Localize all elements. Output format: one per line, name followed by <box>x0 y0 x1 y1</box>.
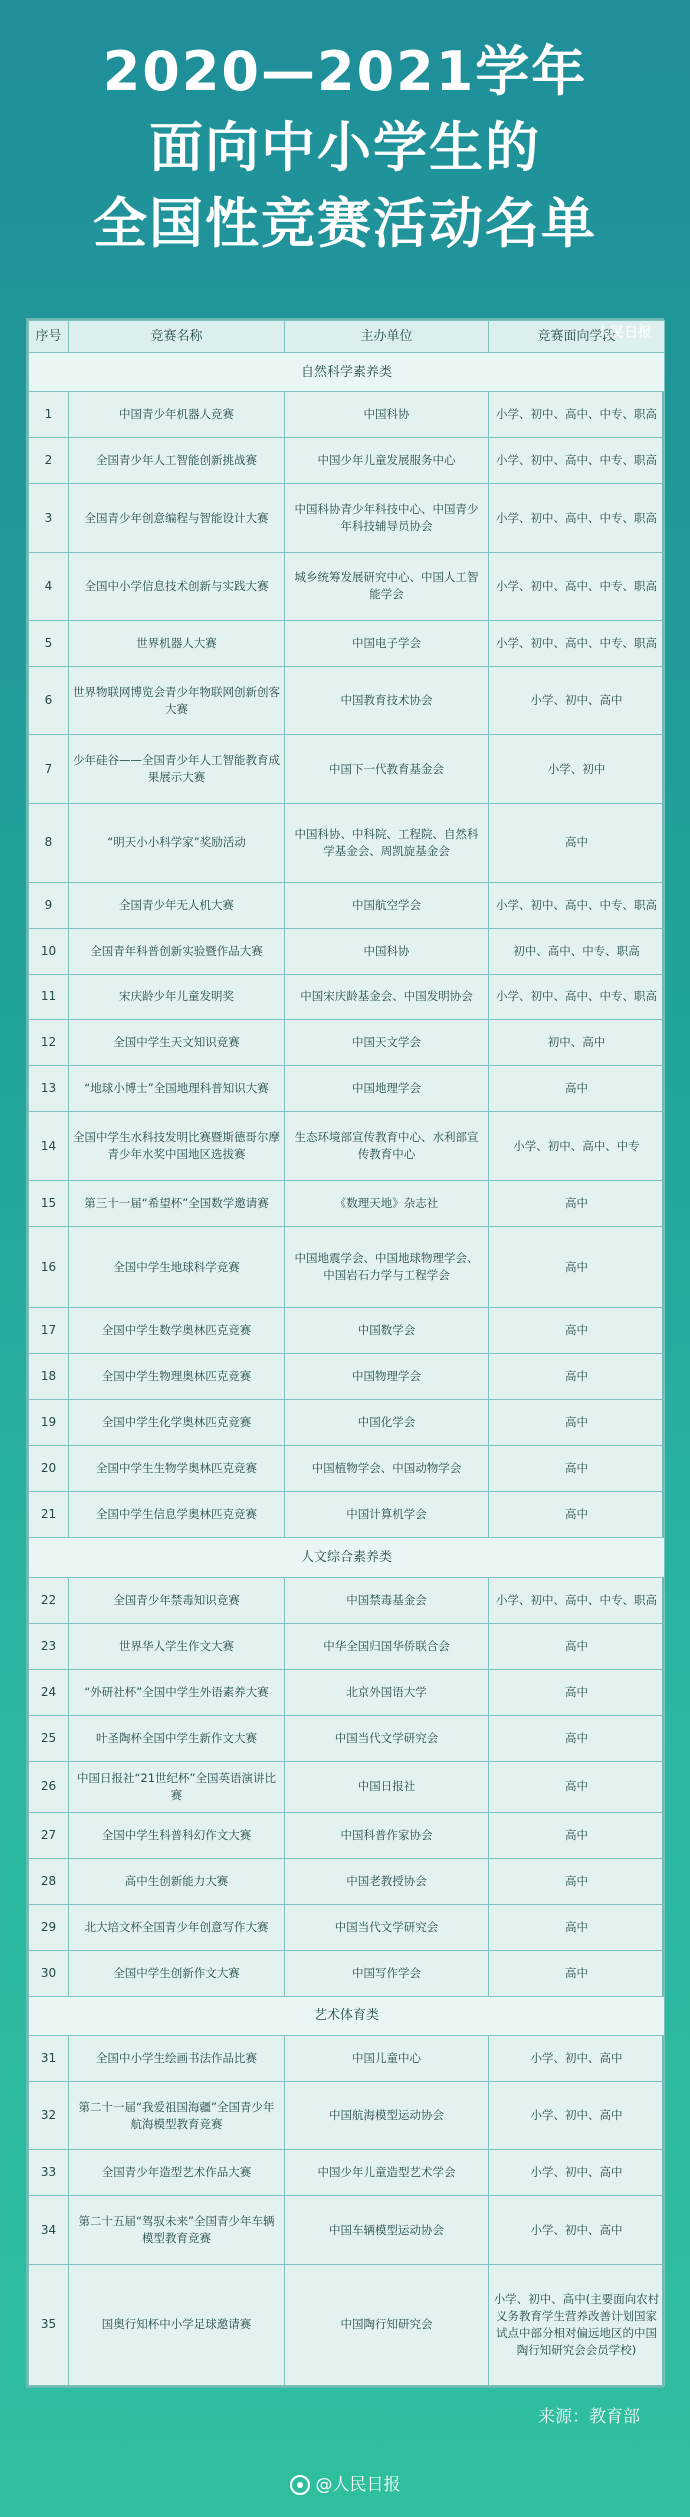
competition-name: 少年硅谷——全国青少年人工智能教育成果展示大赛 <box>69 735 285 803</box>
table-row <box>29 2082 665 2150</box>
row-number: 14 <box>29 1112 69 1180</box>
row-number: 17 <box>29 1308 69 1354</box>
target-level: 高中 <box>489 1669 665 1715</box>
competition-name: 全国中学生创新作文大赛 <box>69 1950 285 1996</box>
organizer: 中国科普作家协会 <box>285 1812 489 1858</box>
target-level: 小学、初中、高中、中专、职高 <box>489 974 665 1020</box>
table-row <box>29 2264 665 2385</box>
row-number: 33 <box>29 2150 69 2196</box>
competition-name: 全国中学生化学奥林匹克竞赛 <box>69 1400 285 1446</box>
row-number: 32 <box>29 2082 69 2150</box>
competition-name: 宋庆龄少年儿童发明奖 <box>69 974 285 1020</box>
row-number: 15 <box>29 1180 69 1226</box>
section-title: 自然科学素养类 <box>29 353 665 392</box>
section-title: 人文综合素养类 <box>29 1538 665 1577</box>
section-row <box>29 1538 665 1577</box>
organizer: 中国科协 <box>285 928 489 974</box>
organizer: 中国宋庆龄基金会、中国发明协会 <box>285 974 489 1020</box>
row-number: 29 <box>29 1904 69 1950</box>
table-row <box>29 974 665 1020</box>
title-block <box>0 0 690 262</box>
row-number: 3 <box>29 484 69 552</box>
page-title-line-1: 2020—2021学年 <box>102 40 588 103</box>
row-number: 24 <box>29 1669 69 1715</box>
table-row <box>29 392 665 438</box>
target-level: 小学、初中 <box>489 735 665 803</box>
table-header-row <box>29 321 665 353</box>
table-row <box>29 1669 665 1715</box>
target-level: 高中 <box>489 1623 665 1669</box>
organizer: 中国老教授协会 <box>285 1858 489 1904</box>
row-number: 23 <box>29 1623 69 1669</box>
header-no: 序号 <box>29 321 69 353</box>
table-row <box>29 1904 665 1950</box>
row-number: 5 <box>29 621 69 667</box>
row-number: 7 <box>29 735 69 803</box>
target-level: 高中 <box>489 1226 665 1307</box>
table-row <box>29 1354 665 1400</box>
row-number: 19 <box>29 1400 69 1446</box>
target-level: 高中 <box>489 1812 665 1858</box>
target-level: 高中 <box>489 1066 665 1112</box>
table-row <box>29 1308 665 1354</box>
row-number: 30 <box>29 1950 69 1996</box>
table-body <box>29 353 665 2386</box>
target-level: 小学、初中、高中、中专、职高 <box>489 552 665 620</box>
table-row <box>29 1446 665 1492</box>
target-level: 小学、初中、高中、中专、职高 <box>489 438 665 484</box>
table-row <box>29 1623 665 1669</box>
competition-table-sheet <box>26 318 664 2388</box>
target-level: 高中 <box>489 1492 665 1538</box>
competition-name: 全国中学生地球科学竞赛 <box>69 1226 285 1307</box>
organizer: 中国计算机学会 <box>285 1492 489 1538</box>
footer-brand-text: @人民日报 <box>315 2475 401 2495</box>
target-level: 高中 <box>489 1446 665 1492</box>
row-number: 18 <box>29 1354 69 1400</box>
table-row <box>29 928 665 974</box>
table-row <box>29 2036 665 2082</box>
target-level: 初中、高中、中专、职高 <box>489 928 665 974</box>
table-row <box>29 2196 665 2264</box>
weibo-logo-icon <box>290 2475 310 2495</box>
competition-name: 全国青少年无人机大赛 <box>69 882 285 928</box>
row-number: 22 <box>29 1577 69 1623</box>
organizer: 城乡统筹发展研究中心、中国人工智能学会 <box>285 552 489 620</box>
target-level: 小学、初中、高中、中专 <box>489 1112 665 1180</box>
row-number: 16 <box>29 1226 69 1307</box>
organizer: 中国下一代教育基金会 <box>285 735 489 803</box>
competition-name: 全国中学生天文知识竞赛 <box>69 1020 285 1066</box>
row-number: 28 <box>29 1858 69 1904</box>
target-level: 小学、初中、高中、中专、职高 <box>489 1577 665 1623</box>
page-title-line-2: 面向中小学生的 <box>149 116 541 179</box>
table-row <box>29 1492 665 1538</box>
row-number: 4 <box>29 552 69 620</box>
target-level: 小学、初中、高中 <box>489 2196 665 2264</box>
table-row <box>29 1020 665 1066</box>
row-number: 26 <box>29 1761 69 1812</box>
organizer: 中国科协青少年科技中心、中国青少年科技辅导员协会 <box>285 484 489 552</box>
competition-name: “外研社杯”全国中学生外语素养大赛 <box>69 1669 285 1715</box>
target-level: 小学、初中、高中 <box>489 667 665 735</box>
organizer: 中国天文学会 <box>285 1020 489 1066</box>
organizer: 《数理天地》杂志社 <box>285 1180 489 1226</box>
target-level: 小学、初中、高中、中专、职高 <box>489 621 665 667</box>
target-level: 高中 <box>489 1715 665 1761</box>
competition-name: 北大培文杯全国青少年创意写作大赛 <box>69 1904 285 1950</box>
organizer: 中国教育技术协会 <box>285 667 489 735</box>
competition-name: 全国青年科普创新实验暨作品大赛 <box>69 928 285 974</box>
competition-name: 中国青少年机器人竞赛 <box>69 392 285 438</box>
target-level: 小学、初中、高中 <box>489 2036 665 2082</box>
organizer: 中国化学会 <box>285 1400 489 1446</box>
competition-name: 全国中学生物理奥林匹克竞赛 <box>69 1354 285 1400</box>
competition-name: 全国中小学生绘画书法作品比赛 <box>69 2036 285 2082</box>
organizer: 中国禁毒基金会 <box>285 1577 489 1623</box>
row-number: 13 <box>29 1066 69 1112</box>
competition-name: 全国中学生信息学奥林匹克竞赛 <box>69 1492 285 1538</box>
organizer: 中国少年儿童发展服务中心 <box>285 438 489 484</box>
organizer: 中国物理学会 <box>285 1354 489 1400</box>
competition-name: 全国中小学信息技术创新与实践大赛 <box>69 552 285 620</box>
row-number: 9 <box>29 882 69 928</box>
competition-name: 中国日报社“21世纪杯”全国英语演讲比赛 <box>69 1761 285 1812</box>
competition-table <box>28 320 665 2386</box>
row-number: 10 <box>29 928 69 974</box>
row-number: 35 <box>29 2264 69 2385</box>
organizer: 中国日报社 <box>285 1761 489 1812</box>
table-row <box>29 621 665 667</box>
competition-name: 全国中学生数学奥林匹克竞赛 <box>69 1308 285 1354</box>
target-level: 小学、初中、高中 <box>489 2150 665 2196</box>
target-level: 小学、初中、高中、中专、职高 <box>489 882 665 928</box>
organizer: 中华全国归国华侨联合会 <box>285 1623 489 1669</box>
organizer: 中国电子学会 <box>285 621 489 667</box>
competition-name: “明天小小科学家”奖励活动 <box>69 803 285 882</box>
organizer: 中国陶行知研究会 <box>285 2264 489 2385</box>
competition-name: 高中生创新能力大赛 <box>69 1858 285 1904</box>
competition-name: “地球小博士”全国地理科普知识大赛 <box>69 1066 285 1112</box>
row-number: 6 <box>29 667 69 735</box>
row-number: 25 <box>29 1715 69 1761</box>
competition-name: 世界物联网博览会青少年物联网创新创客大赛 <box>69 667 285 735</box>
organizer: 中国航海模型运动协会 <box>285 2082 489 2150</box>
competition-name: 全国青少年创意编程与智能设计大赛 <box>69 484 285 552</box>
target-level: 高中 <box>489 1904 665 1950</box>
target-level: 高中 <box>489 1180 665 1226</box>
competition-name: 全国中学生水科技发明比赛暨斯德哥尔摩青少年水奖中国地区选拔赛 <box>69 1112 285 1180</box>
organizer: 中国地震学会、中国地球物理学会、中国岩石力学与工程学会 <box>285 1226 489 1307</box>
row-number: 31 <box>29 2036 69 2082</box>
target-level: 小学、初中、高中、中专、职高 <box>489 392 665 438</box>
competition-name: 叶圣陶杯全国中学生新作文大赛 <box>69 1715 285 1761</box>
organizer: 中国少年儿童造型艺术学会 <box>285 2150 489 2196</box>
organizer: 中国写作学会 <box>285 1950 489 1996</box>
section-row <box>29 1996 665 2035</box>
source-note: 来源：教育部 <box>538 2407 640 2427</box>
footer-brand <box>0 2470 690 2495</box>
target-level: 高中 <box>489 1761 665 1812</box>
page-title-line-3: 全国性竞赛活动名单 <box>93 192 597 255</box>
table-row <box>29 803 665 882</box>
row-number: 34 <box>29 2196 69 2264</box>
table-row <box>29 1858 665 1904</box>
table-row <box>29 1761 665 1812</box>
table-row <box>29 438 665 484</box>
row-number: 12 <box>29 1020 69 1066</box>
organizer: 中国儿童中心 <box>285 2036 489 2082</box>
table-row <box>29 2150 665 2196</box>
table-row <box>29 1112 665 1180</box>
competition-name: 第二十五届“驾驭未来”全国青少年车辆模型教育竞赛 <box>69 2196 285 2264</box>
table-row <box>29 735 665 803</box>
target-level: 高中 <box>489 803 665 882</box>
header-org: 主办单位 <box>285 321 489 353</box>
row-number: 21 <box>29 1492 69 1538</box>
competition-name: 全国中学生科普科幻作文大赛 <box>69 1812 285 1858</box>
target-level: 高中 <box>489 1950 665 1996</box>
target-level: 小学、初中、高中(主要面向农村义务教育学生营养改善计划国家试点中部分相对偏远地区的中国陶行知研究会会员学校) <box>489 2264 665 2385</box>
organizer: 中国航空学会 <box>285 882 489 928</box>
row-number: 8 <box>29 803 69 882</box>
competition-name: 全国青少年造型艺术作品大赛 <box>69 2150 285 2196</box>
watermark: 人民日报 <box>596 325 652 341</box>
organizer: 中国当代文学研究会 <box>285 1904 489 1950</box>
organizer: 北京外国语大学 <box>285 1669 489 1715</box>
row-number: 20 <box>29 1446 69 1492</box>
row-number: 11 <box>29 974 69 1020</box>
competition-name: 国奥行知杯中小学足球邀请赛 <box>69 2264 285 2385</box>
row-number: 27 <box>29 1812 69 1858</box>
table-row <box>29 484 665 552</box>
target-level: 小学、初中、高中 <box>489 2082 665 2150</box>
organizer: 中国植物学会、中国动物学会 <box>285 1446 489 1492</box>
competition-name: 全国中学生生物学奥林匹克竞赛 <box>69 1446 285 1492</box>
organizer: 中国科协、中科院、工程院、自然科学基金会、周凯旋基金会 <box>285 803 489 882</box>
table-row <box>29 1715 665 1761</box>
section-title: 艺术体育类 <box>29 1996 665 2035</box>
organizer: 中国数学会 <box>285 1308 489 1354</box>
competition-name: 第三十一届“希望杯”全国数学邀请赛 <box>69 1180 285 1226</box>
target-level: 高中 <box>489 1400 665 1446</box>
table-row <box>29 1180 665 1226</box>
table-row <box>29 1400 665 1446</box>
table-row <box>29 1950 665 1996</box>
organizer: 中国科协 <box>285 392 489 438</box>
table-row <box>29 1066 665 1112</box>
organizer: 中国车辆模型运动协会 <box>285 2196 489 2264</box>
table-row <box>29 667 665 735</box>
target-level: 高中 <box>489 1308 665 1354</box>
competition-name: 第二十一届“我爱祖国海疆”全国青少年航海模型教育竞赛 <box>69 2082 285 2150</box>
row-number: 1 <box>29 392 69 438</box>
competition-name: 世界机器人大赛 <box>69 621 285 667</box>
table-row <box>29 1577 665 1623</box>
row-number: 2 <box>29 438 69 484</box>
table-row <box>29 882 665 928</box>
table-row <box>29 1812 665 1858</box>
header-level: 竞赛面向学段 <box>489 321 665 353</box>
section-row <box>29 353 665 392</box>
competition-name: 全国青少年人工智能创新挑战赛 <box>69 438 285 484</box>
target-level: 小学、初中、高中、中专、职高 <box>489 484 665 552</box>
header-name: 竞赛名称 <box>69 321 285 353</box>
organizer: 中国地理学会 <box>285 1066 489 1112</box>
competition-name: 世界华人学生作文大赛 <box>69 1623 285 1669</box>
target-level: 初中、高中 <box>489 1020 665 1066</box>
organizer: 中国当代文学研究会 <box>285 1715 489 1761</box>
table-row <box>29 1226 665 1307</box>
competition-name: 全国青少年禁毒知识竞赛 <box>69 1577 285 1623</box>
target-level: 高中 <box>489 1858 665 1904</box>
table-row <box>29 552 665 620</box>
organizer: 生态环境部宣传教育中心、水利部宣传教育中心 <box>285 1112 489 1180</box>
target-level: 高中 <box>489 1354 665 1400</box>
